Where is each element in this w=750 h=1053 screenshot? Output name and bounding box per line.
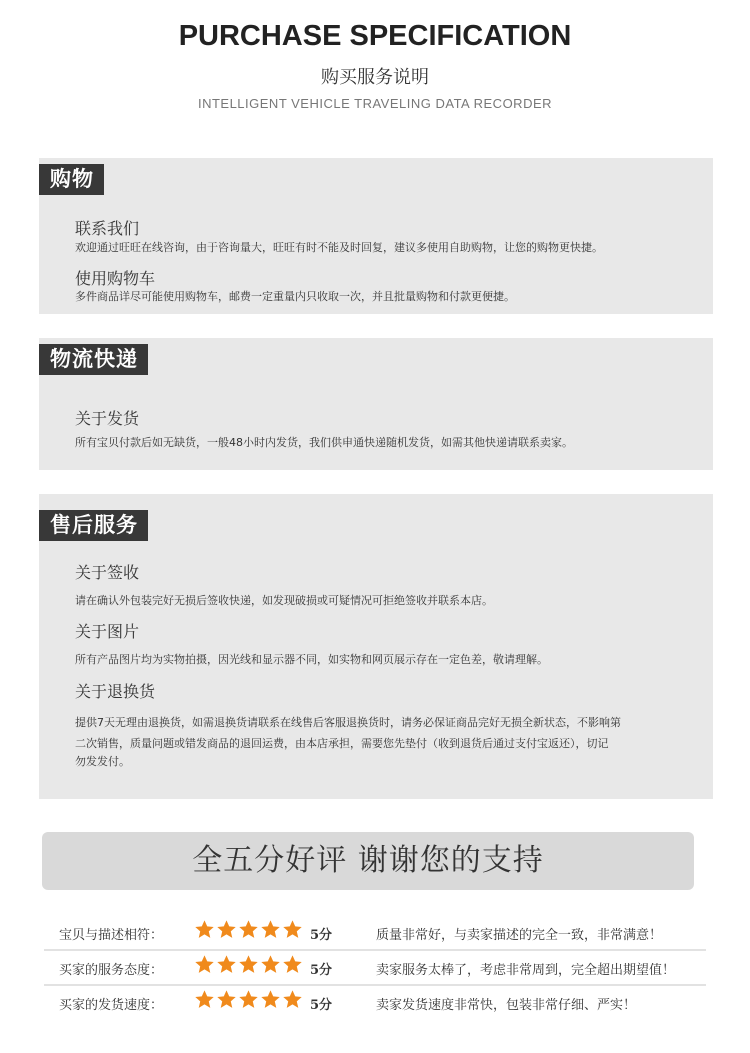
star-icon — [282, 919, 303, 940]
star-icon — [238, 919, 259, 940]
rating-label: 买家的发货速度： — [59, 998, 164, 1013]
item-title-shipping: 关于发货 — [75, 409, 140, 428]
item-desc-receipt: 请在确认外包装完好无损后签收快递，如发现破损或可疑情况可拒绝签收并联系本店。 — [75, 594, 493, 607]
item-desc-shipping: 所有宝贝付款后如无缺货，一般48小时内发货，我们供申通快递随机发货，如需其他快递请联系卖家。 — [75, 436, 573, 449]
rating-stars — [194, 954, 303, 978]
rating-comment: 卖家发货速度非常快，包装非常仔细、严实！ — [376, 998, 637, 1013]
page-subtitle: INTELLIGENT VEHICLE TRAVELING DATA RECORDER — [197, 96, 553, 111]
rating-stars — [194, 989, 303, 1013]
star-icon — [282, 989, 303, 1010]
item-title-cart: 使用购物车 — [75, 269, 156, 288]
section-tag: 售后服务 — [39, 510, 148, 541]
item-title-receipt: 关于签收 — [75, 563, 140, 582]
star-icon — [282, 954, 303, 975]
item-desc-cart: 多件商品详尽可能使用购物车，邮费一定重量内只收取一次，并且批量购物和付款更便捷。 — [75, 290, 515, 303]
rating-comment: 质量非常好，与卖家描述的完全一致，非常满意！ — [376, 928, 663, 943]
item-desc-returns-line1: 提供7天无理由退换货，如需退换货请联系在线售后客服退换货时，请务必保证商品完好无损全新状态，不影响第 — [75, 716, 621, 729]
item-title-returns: 关于退换货 — [75, 682, 156, 701]
page-title-cn: 购买服务说明 — [321, 67, 429, 88]
star-icon — [216, 954, 237, 975]
star-icon — [216, 989, 237, 1010]
item-title-contact: 联系我们 — [75, 219, 140, 238]
section-after-sales — [39, 494, 713, 799]
item-desc-returns-line3: 勿发发付。 — [75, 755, 130, 768]
five-star-banner: 全五分好评 谢谢您的支持 — [42, 832, 694, 890]
item-desc-contact: 欢迎通过旺旺在线咨询，由于咨询量大，旺旺有时不能及时回复，建议多使用自助购物，让您的购物更快捷。 — [75, 241, 603, 254]
section-tag: 购物 — [39, 164, 104, 195]
item-desc-images: 所有产品图片均为实物拍摄，因光线和显示器不同，如实物和网页展示存在一定色差，敬请理解。 — [75, 653, 548, 666]
rating-score: 5分 — [310, 928, 333, 943]
rating-stars — [194, 919, 303, 943]
rating-score: 5分 — [310, 963, 333, 978]
section-tag: 物流快递 — [39, 344, 148, 375]
rating-score: 5分 — [310, 998, 333, 1013]
star-icon — [238, 989, 259, 1010]
item-desc-returns-line2: 二次销售，质量问题或错发商品的退回运费，由本店承担，需要您先垫付（收到退货后通过支付宝返还），切记 — [75, 737, 609, 750]
star-icon — [260, 989, 281, 1010]
star-icon — [238, 954, 259, 975]
rating-label: 宝贝与描述相符： — [59, 928, 164, 943]
rating-comment: 卖家服务太棒了，考虑非常周到，完全超出期望值！ — [376, 963, 676, 978]
star-icon — [216, 919, 237, 940]
rating-row-delivery — [44, 986, 706, 1021]
rating-row-description — [44, 916, 706, 951]
item-title-images: 关于图片 — [75, 622, 140, 641]
star-icon — [260, 954, 281, 975]
star-icon — [260, 919, 281, 940]
rating-row-service — [44, 951, 706, 986]
page-title: PURCHASE SPECIFICATION — [178, 20, 572, 52]
star-icon — [194, 989, 215, 1010]
section-shopping — [39, 158, 713, 314]
star-icon — [194, 954, 215, 975]
rating-label: 买家的服务态度： — [59, 963, 164, 978]
star-icon — [194, 919, 215, 940]
section-logistics — [39, 338, 713, 470]
